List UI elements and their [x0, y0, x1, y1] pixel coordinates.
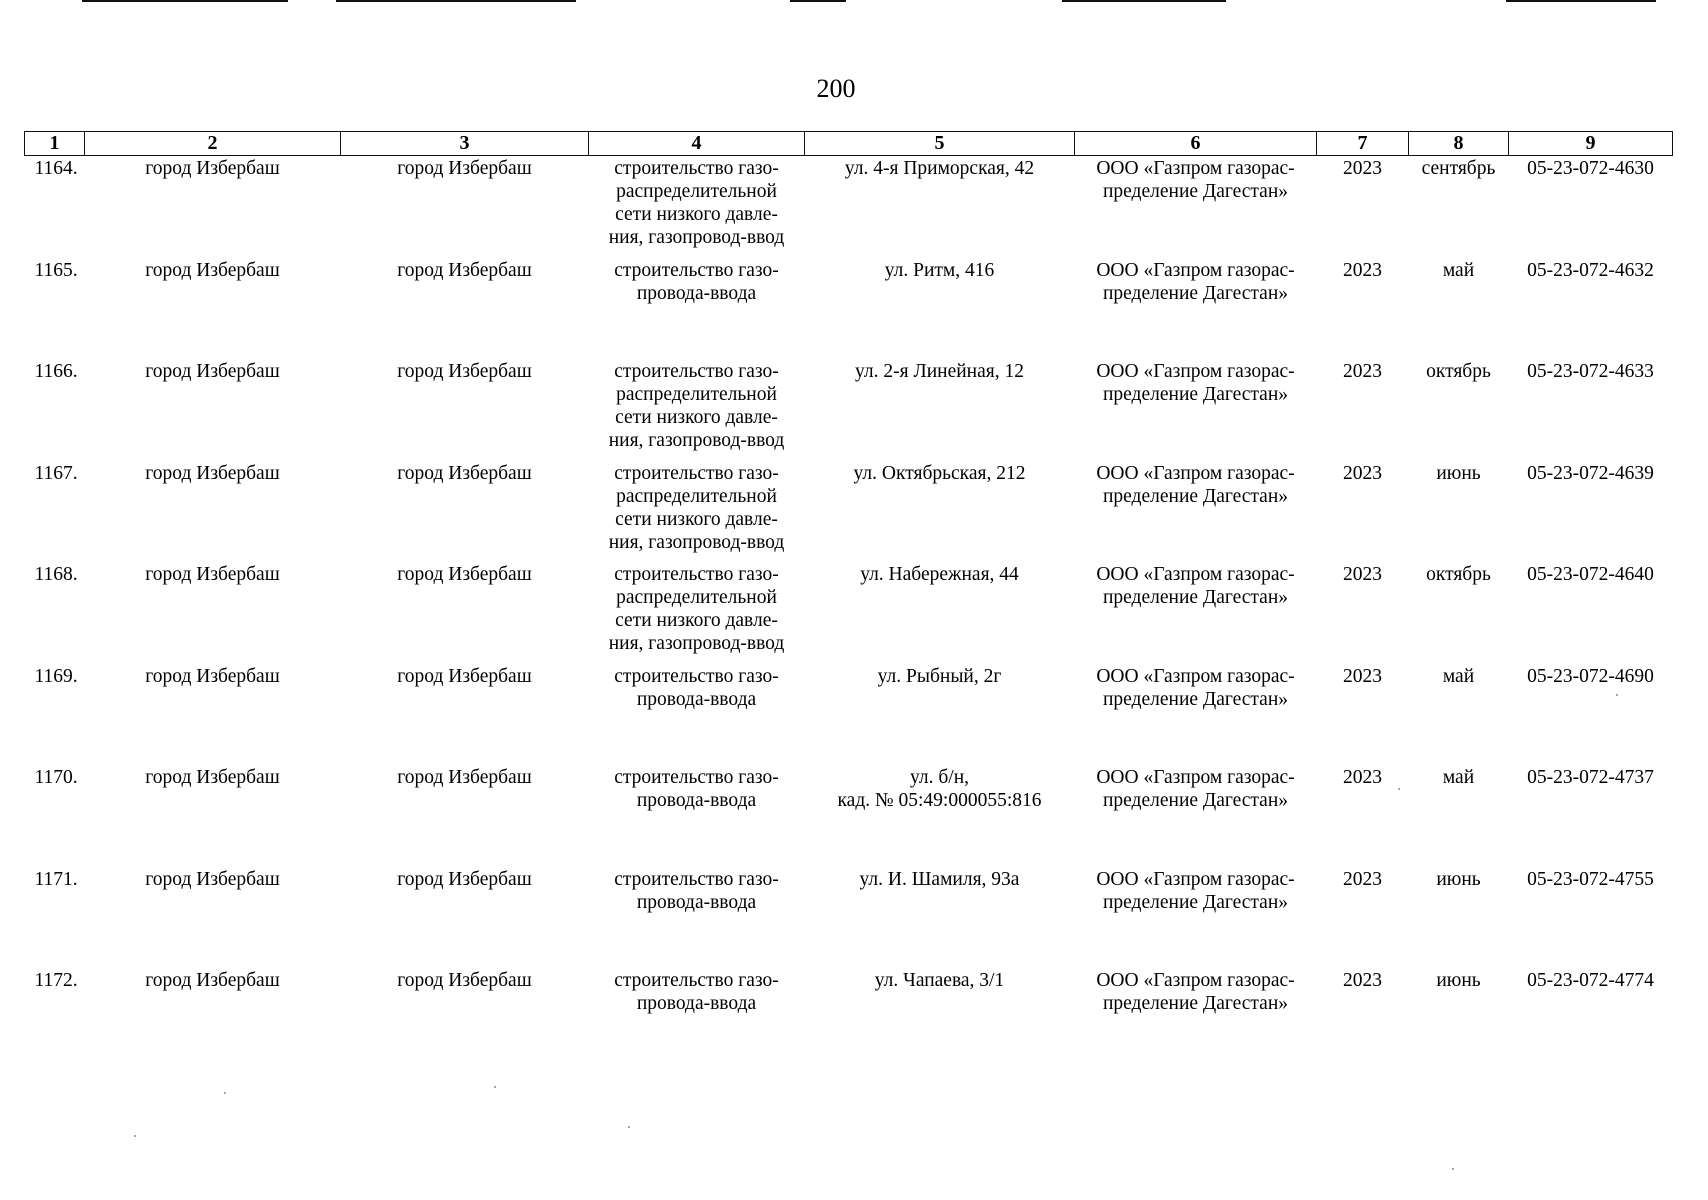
month-cell: июнь — [1436, 970, 1481, 991]
code-cell: 05-23-072-4774 — [1527, 970, 1654, 991]
table-row — [25, 765, 1673, 867]
address-cell: ул. Октябрьская, 212 — [853, 462, 1026, 484]
table-row — [25, 461, 1673, 563]
table-header — [25, 132, 1673, 156]
row-number-cell: 1164. — [34, 158, 78, 179]
settlement-cell: город Избербаш — [397, 462, 532, 484]
row-number-cell: 1171. — [34, 868, 78, 890]
work-type-cell: строительство газо- распределительной сети низкого давле- ния, газопровод-ввод — [608, 158, 785, 248]
month-cell: сентябрь — [1421, 158, 1496, 179]
organization-cell: ООО «Газпром газорас- пределение Дагестан» — [1096, 868, 1295, 913]
organization-cell: ООО «Газпром газорас- пределение Дагестан» — [1096, 665, 1295, 710]
row-number-cell: 1170. — [34, 767, 78, 788]
row-number-cell: 1167. — [34, 462, 78, 484]
code-cell: 05-23-072-4737 — [1527, 767, 1654, 788]
month-cell: октябрь — [1426, 361, 1491, 382]
row-number-cell: 1169. — [34, 665, 78, 687]
settlement-cell: город Избербаш — [397, 970, 532, 991]
district-cell: город Избербаш — [145, 868, 280, 890]
scan-speck — [224, 1092, 226, 1094]
settlement-cell: город Избербаш — [397, 868, 532, 890]
work-type-cell: строительство газо- провода-ввода — [614, 767, 779, 811]
work-type-cell: строительство газо- провода-ввода — [614, 665, 779, 710]
district-cell: город Избербаш — [145, 462, 280, 484]
work-type-cell: строительство газо- распределительной сети низкого давле- ния, газопровод-ввод — [608, 564, 785, 654]
register-table — [24, 131, 1673, 1070]
row-number-cell: 1168. — [34, 564, 78, 585]
scan-speck — [1616, 694, 1618, 696]
year-cell: 2023 — [1343, 259, 1382, 281]
organization-cell: ООО «Газпром газорас- пределение Дагестан» — [1096, 564, 1295, 608]
settlement-cell: город Избербаш — [397, 158, 532, 179]
code-cell: 05-23-072-4690 — [1527, 665, 1654, 687]
code-cell: 05-23-072-4639 — [1527, 462, 1654, 484]
top-edge-rule — [336, 0, 576, 2]
district-cell: город Избербаш — [145, 767, 280, 788]
year-cell: 2023 — [1343, 665, 1382, 687]
organization-cell: ООО «Газпром газорас- пределение Дагестан» — [1096, 462, 1295, 507]
code-cell: 05-23-072-4632 — [1527, 259, 1654, 281]
header-cell: 3 — [341, 132, 589, 156]
table-row — [25, 156, 1673, 258]
settlement-cell: город Избербаш — [397, 564, 532, 585]
scan-speck — [628, 1126, 630, 1128]
header-cell: 7 — [1317, 132, 1409, 156]
header-cell: 1 — [25, 132, 85, 156]
month-cell: май — [1442, 259, 1475, 281]
table-row — [25, 359, 1673, 461]
address-cell: ул. И. Шамиля, 93а — [859, 868, 1020, 890]
year-cell: 2023 — [1343, 564, 1382, 585]
table-row — [25, 867, 1673, 969]
year-cell: 2023 — [1343, 767, 1382, 788]
district-cell: город Избербаш — [145, 259, 280, 281]
scan-speck — [1398, 788, 1400, 790]
code-cell: 05-23-072-4630 — [1527, 158, 1654, 179]
district-cell: город Избербаш — [145, 564, 280, 585]
address-cell: ул. б/н, кад. № 05:49:000055:816 — [837, 767, 1042, 811]
work-type-cell: строительство газо- распределительной сети низкого давле- ния, газопровод-ввод — [608, 361, 785, 451]
table-row — [25, 664, 1673, 766]
header-cell: 8 — [1409, 132, 1509, 156]
header-cell: 4 — [589, 132, 805, 156]
table-row — [25, 258, 1673, 360]
scan-speck — [134, 1135, 136, 1137]
work-type-cell: строительство газо- провода-ввода — [614, 970, 779, 1014]
work-type-cell: строительство газо- провода-ввода — [614, 868, 779, 913]
top-edge-rule — [790, 0, 846, 2]
table-body — [25, 156, 1673, 1070]
organization-cell: ООО «Газпром газорас- пределение Дагестан» — [1096, 361, 1295, 405]
header-cell: 6 — [1075, 132, 1317, 156]
district-cell: город Избербаш — [145, 970, 280, 991]
header-cell: 5 — [805, 132, 1075, 156]
header-row — [25, 132, 1673, 156]
organization-cell: ООО «Газпром газорас- пределение Дагестан» — [1096, 970, 1295, 1014]
address-cell: ул. 2-я Линейная, 12 — [855, 361, 1024, 382]
code-cell: 05-23-072-4640 — [1527, 564, 1654, 585]
header-cell: 9 — [1509, 132, 1673, 156]
month-cell: июнь — [1436, 868, 1481, 890]
month-cell: октябрь — [1426, 564, 1491, 585]
year-cell: 2023 — [1343, 868, 1382, 890]
month-cell: май — [1442, 665, 1475, 687]
district-cell: город Избербаш — [145, 158, 280, 179]
organization-cell: ООО «Газпром газорас- пределение Дагестан» — [1096, 158, 1295, 202]
address-cell: ул. Набережная, 44 — [860, 564, 1019, 585]
scan-speck — [494, 1086, 496, 1088]
top-edge-rule — [1506, 0, 1656, 2]
settlement-cell: город Избербаш — [397, 259, 532, 281]
work-type-cell: строительство газо- распределительной сети низкого давле- ния, газопровод-ввод — [608, 462, 785, 553]
address-cell: ул. Ритм, 416 — [884, 259, 995, 281]
header-cell: 2 — [85, 132, 341, 156]
year-cell: 2023 — [1343, 462, 1382, 484]
year-cell: 2023 — [1343, 970, 1382, 991]
settlement-cell: город Избербаш — [397, 767, 532, 788]
month-cell: май — [1442, 767, 1475, 788]
table-row — [25, 968, 1673, 1070]
table-row — [25, 562, 1673, 664]
row-number-cell: 1165. — [34, 259, 78, 281]
row-number-cell: 1172. — [34, 970, 78, 991]
address-cell: ул. 4-я Приморская, 42 — [844, 158, 1035, 179]
work-type-cell: строительство газо- провода-ввода — [614, 259, 779, 304]
scan-speck — [1452, 1168, 1454, 1170]
address-cell: ул. Чапаева, 3/1 — [874, 970, 1005, 991]
organization-cell: ООО «Газпром газорас- пределение Дагестан» — [1096, 259, 1295, 304]
code-cell: 05-23-072-4755 — [1527, 868, 1654, 890]
year-cell: 2023 — [1343, 158, 1382, 179]
district-cell: город Избербаш — [145, 665, 280, 687]
page-number: 200 — [816, 74, 856, 103]
district-cell: город Избербаш — [145, 361, 280, 382]
organization-cell: ООО «Газпром газорас- пределение Дагестан» — [1096, 767, 1295, 811]
top-edge-rule — [82, 0, 288, 2]
year-cell: 2023 — [1343, 361, 1382, 382]
month-cell: июнь — [1436, 462, 1481, 484]
address-cell: ул. Рыбный, 2г — [877, 665, 1002, 687]
settlement-cell: город Избербаш — [397, 361, 532, 382]
code-cell: 05-23-072-4633 — [1527, 361, 1654, 382]
top-edge-rule — [1062, 0, 1226, 2]
settlement-cell: город Избербаш — [397, 665, 532, 687]
row-number-cell: 1166. — [34, 361, 78, 382]
